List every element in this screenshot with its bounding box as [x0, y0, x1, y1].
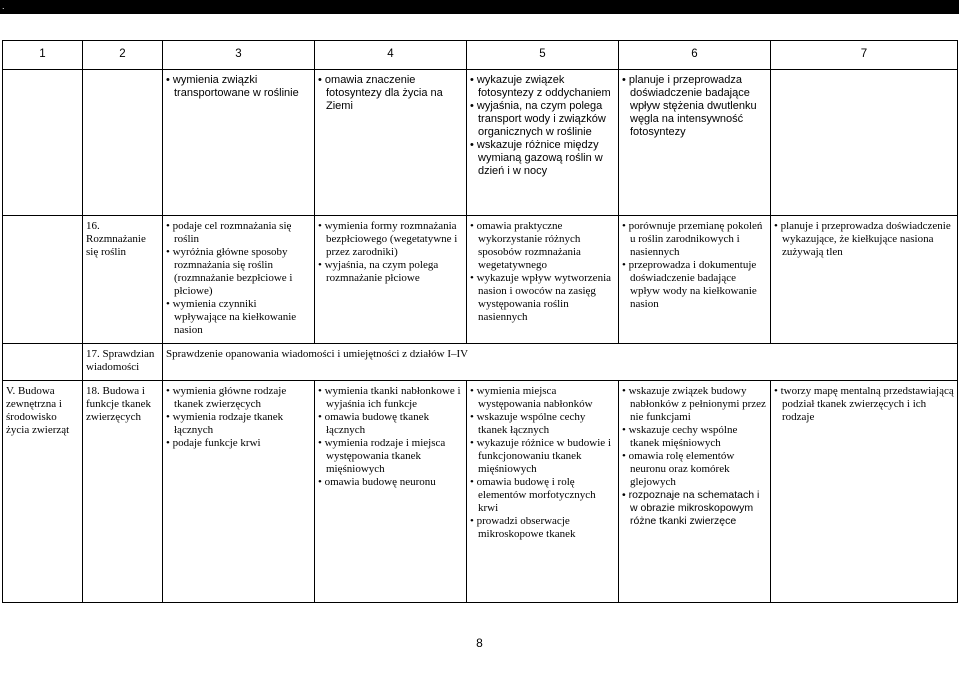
cell-requirements-4 — [467, 70, 619, 216]
list-item: • omawia budowę tkanek łącznych — [318, 411, 430, 436]
curriculum-table — [2, 40, 958, 603]
list-item: • porównuje przemianę pokoleń u roślin zarodnikowych i nasiennych — [622, 220, 763, 258]
header-col-3: 3 — [163, 41, 315, 70]
list-item: • prowadzi obserwacje mikroskopowe tkanek — [470, 515, 576, 540]
header-row — [3, 41, 958, 70]
topic-label: 17. Sprawdzian wiadomości — [83, 344, 163, 381]
cell-empty — [771, 70, 958, 216]
cell-empty — [83, 70, 163, 216]
header-col-2: 2 — [83, 41, 163, 70]
list-item: • podaje funkcje krwi — [166, 437, 261, 449]
list-item: • omawia budowę neuronu — [318, 476, 436, 488]
list-item: • wyróżnia główne sposoby rozmnażania się roślin (rozmnażanie bezpłciowe i płciowe) — [166, 246, 293, 297]
list-item: • wskazuje różnice między wymianą gazową roślin w dzień i w nocy — [470, 139, 603, 177]
cell-empty — [3, 70, 83, 216]
list-item: • wymienia czynniki wpływające na kiełkowanie nasion — [166, 298, 297, 336]
header-col-6: 6 — [619, 41, 771, 70]
cell-requirements-6 — [771, 381, 958, 603]
table-row — [3, 216, 958, 344]
section-label: V. Budowa zewnętrzna i środowisko życia zwierząt — [3, 381, 83, 603]
cell-requirements-3 — [315, 381, 467, 603]
list-item: • tworzy mapę mentalną przedstawiającą podział tkanek zwierzęcych i ich rodzaje — [774, 385, 954, 423]
topic-label: 18. Budowa i funkcje tkanek zwierzęcych — [83, 381, 163, 603]
topic-label: 16. Rozmnażanie się roślin — [83, 216, 163, 344]
cell-requirements-4 — [467, 381, 619, 603]
cell-requirements-2 — [163, 381, 315, 603]
table-row — [3, 344, 958, 381]
list-item: • wykazuje związek fotosyntezy z oddychaniem — [470, 74, 611, 99]
cell-requirements-5 — [619, 216, 771, 344]
top-mark: . — [2, 1, 5, 11]
header-col-1: 1 — [3, 41, 83, 70]
list-item: • wskazuje związek budowy nabłonków z pełnionymi przez nie funkcjami — [622, 385, 766, 423]
list-item: • omawia praktyczne wykorzystanie różnych sposobów rozmnażania wegetatywnego — [470, 220, 581, 271]
cell-requirements-3 — [315, 70, 467, 216]
list-item: • wymienia tkanki nabłonkowe i wyjaśnia ich funkcje — [318, 385, 461, 410]
page-number: 8 — [476, 636, 483, 650]
table-row — [3, 381, 958, 603]
header-col-5: 5 — [467, 41, 619, 70]
test-description: Sprawdzenie opanowania wiadomości i umiejętności z działów I–IV — [163, 344, 958, 381]
list-item: • omawia rolę elementów neuronu oraz komórek glejowych — [622, 450, 735, 488]
cell-requirements-4 — [467, 216, 619, 344]
list-item: • przeprowadza i dokumentuje doświadczenie badające wpływ wody na kiełkowanie nasion — [622, 259, 757, 310]
list-item: • wymienia główne rodzaje tkanek zwierzęcych — [166, 385, 287, 410]
list-item: • wymienia związki transportowane w roślinie — [166, 74, 299, 99]
top-black-bar — [0, 0, 959, 14]
list-item: • omawia znaczenie fotosyntezy dla życia na Ziemi — [318, 74, 443, 112]
list-item: • wskazuje cechy wspólne tkanek mięśniowych — [622, 424, 738, 449]
header-col-4: 4 — [315, 41, 467, 70]
cell-empty — [3, 344, 83, 381]
list-item: • wykazuje wpływ wytworzenia nasion i owoców na zasięg występowania roślin nasiennych — [470, 272, 612, 323]
cell-requirements-5 — [619, 381, 771, 603]
list-item: • wyjaśnia, na czym polega transport wody i związków organicznych w roślinie — [470, 100, 606, 138]
list-item: • wyjaśnia, na czym polega rozmnażanie płciowe — [318, 259, 439, 284]
cell-requirements-5 — [619, 70, 771, 216]
list-item: • wskazuje wspólne cechy tkanek łącznych — [470, 411, 586, 436]
list-item: • wymienia formy rozmnażania bezpłciowego (wegetatywne i przez zarodniki) — [318, 220, 458, 258]
list-item: • wymienia miejsca występowania nabłonków — [470, 385, 593, 410]
header-col-7: 7 — [771, 41, 958, 70]
list-item: • rozpoznaje na schematach i w obrazie mikroskopowym różne tkanki zwierzęce — [622, 489, 760, 527]
cell-requirements-2 — [163, 216, 315, 344]
cell-requirements-6 — [771, 216, 958, 344]
list-item: • omawia budowę i rolę elementów morfotycznych krwi — [470, 476, 596, 514]
list-item: • wykazuje różnice w budowie i funkcjonowaniu tkanek mięśniowych — [470, 437, 611, 475]
table-row — [3, 70, 958, 216]
list-item: • wymienia rodzaje i miejsca występowania tkanek mięśniowych — [318, 437, 446, 475]
list-item: • podaje cel rozmnażania się roślin — [166, 220, 292, 245]
cell-empty — [3, 216, 83, 344]
cell-requirements-3 — [315, 216, 467, 344]
cell-requirements-2 — [163, 70, 315, 216]
list-item: • planuje i przeprowadza doświadczenie wykazujące, że kiełkujące nasiona zużywają tlen — [774, 220, 951, 258]
list-item: • planuje i przeprowadza doświadczenie badające wpływ stężenia dwutlenku węgla na intensywność fotosyntezy — [622, 74, 757, 138]
list-item: • wymienia rodzaje tkanek łącznych — [166, 411, 284, 436]
